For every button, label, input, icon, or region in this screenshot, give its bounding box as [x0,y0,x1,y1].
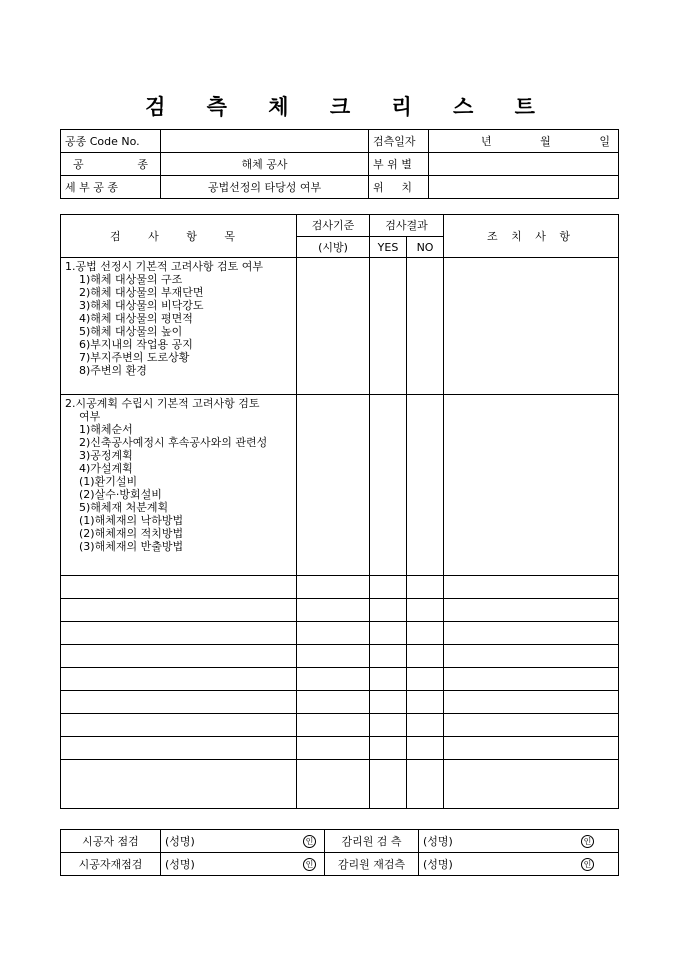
standard-cell[interactable] [297,691,370,714]
group-title: 1.공법 선정시 기본적 고려사항 검토 여부 [65,260,263,273]
item-group-2 [61,395,297,576]
yes-cell[interactable] [370,599,407,622]
no-cell[interactable] [407,258,444,395]
list-item: (2)살수·방회설비 [79,488,162,501]
supervisor-inspect-name[interactable] [419,830,619,853]
location-value[interactable] [429,176,619,199]
seal-icon: 인 [581,835,594,848]
list-item: 8)주변의 환경 [79,364,147,377]
signature-table [60,829,619,876]
action-cell[interactable] [444,737,619,760]
standard-cell[interactable] [297,395,370,576]
yes-cell[interactable] [370,691,407,714]
table-row [61,760,619,809]
item-group-1 [61,258,297,395]
action-cell[interactable] [444,622,619,645]
standard-cell[interactable] [297,576,370,599]
item-cell[interactable] [61,599,297,622]
no-cell[interactable] [407,599,444,622]
location-label [369,176,429,199]
standard-cell[interactable] [297,737,370,760]
standard-cell[interactable] [297,760,370,809]
work-label-b: 종 [137,157,148,171]
no-cell[interactable] [407,668,444,691]
supervisor-inspect-label: 감리원 검 측 [325,830,419,853]
checklist-table [60,214,619,809]
code-value[interactable] [161,130,369,153]
col-item-header: 검 사 항 목 [61,215,297,258]
list-item: 4)가설계획 [79,462,133,475]
date-month: 월 [540,134,551,148]
location-label-a: 위 [373,180,384,194]
no-cell[interactable] [407,645,444,668]
group-title-cont: 여부 [79,410,101,423]
no-cell[interactable] [407,714,444,737]
table-row [61,691,619,714]
item-cell[interactable] [61,760,297,809]
contractor-recheck-name[interactable] [161,853,325,876]
part-value[interactable] [429,153,619,176]
col-result-header: 검사결과 [370,215,444,237]
date-value[interactable] [429,130,619,153]
list-item: (2)해체재의 적치방법 [79,527,184,540]
date-day: 일 [599,134,610,148]
action-cell[interactable] [444,645,619,668]
group-title: 2.시공계획 수립시 기본적 고려사항 검토 [65,397,260,410]
yes-cell[interactable] [370,258,407,395]
col-no-header: NO [407,237,444,258]
table-row [61,668,619,691]
no-cell[interactable] [407,576,444,599]
action-cell[interactable] [444,258,619,395]
standard-cell[interactable] [297,622,370,645]
standard-cell[interactable] [297,599,370,622]
no-cell[interactable] [407,395,444,576]
contractor-check-label: 시공자 점검 [61,830,161,853]
yes-cell[interactable] [370,760,407,809]
list-item: 2)신축공사예정시 후속공사와의 관련성 [79,436,268,449]
list-item: 2)해체 대상물의 부재단면 [79,286,204,299]
name-placeholder: (성명) [423,834,453,848]
table-row [61,645,619,668]
location-label-b: 치 [401,180,412,194]
item-cell[interactable] [61,645,297,668]
list-item: (3)해체재의 반출방법 [79,540,184,553]
table-row [61,576,619,599]
list-item: 3)공정계획 [79,449,133,462]
no-cell[interactable] [407,737,444,760]
list-item: 1)해체 대상물의 구조 [79,273,183,286]
standard-cell[interactable] [297,714,370,737]
no-cell[interactable] [407,760,444,809]
action-cell[interactable] [444,599,619,622]
action-cell[interactable] [444,691,619,714]
item-cell[interactable] [61,576,297,599]
contractor-recheck-label: 시공자재점검 [61,853,161,876]
supervisor-reinspect-name[interactable] [419,853,619,876]
yes-cell[interactable] [370,714,407,737]
list-item: (1)환기설비 [79,475,138,488]
table-row [61,714,619,737]
col-yes-header: YES [370,237,407,258]
action-cell[interactable] [444,576,619,599]
date-year: 년 [481,134,492,148]
work-value[interactable]: 해체 공사 [161,153,369,176]
list-item: (1)해체재의 낙하방법 [79,514,184,527]
standard-cell[interactable] [297,668,370,691]
action-cell[interactable] [444,760,619,809]
page-title: 검 측 체 크 리 스 트 [145,94,552,119]
yes-cell[interactable] [370,645,407,668]
table-row [61,599,619,622]
table-row [61,622,619,645]
item-cell[interactable] [61,737,297,760]
detail-label: 세 부 공 종 [61,176,161,199]
action-cell[interactable] [444,668,619,691]
name-placeholder: (성명) [423,857,453,871]
action-cell[interactable] [444,395,619,576]
yes-cell[interactable] [370,668,407,691]
name-placeholder: (성명) [165,857,195,871]
no-cell[interactable] [407,691,444,714]
supervisor-reinspect-label: 감리원 재검측 [325,853,419,876]
standard-cell[interactable] [297,645,370,668]
part-label: 부 위 별 [369,153,429,176]
table-row [61,395,619,576]
work-label [61,153,161,176]
seal-icon: 인 [303,835,316,848]
seal-icon: 인 [581,858,594,871]
list-item: 6)부지내의 작업용 공지 [79,338,193,351]
list-item: 5)해체 대상물의 높이 [79,325,183,338]
yes-cell[interactable] [370,576,407,599]
work-label-a: 공 [73,157,84,171]
list-item: 7)부지주변의 도로상황 [79,351,190,364]
seal-icon: 인 [303,858,316,871]
table-row [61,737,619,760]
detail-value[interactable]: 공법선정의 타당성 여부 [161,176,369,199]
date-label: 검측일자 [369,130,429,153]
item-cell[interactable] [61,622,297,645]
item-cell[interactable] [61,668,297,691]
item-cell[interactable] [61,714,297,737]
col-action-header: 조 치 사 항 [444,215,619,258]
item-cell[interactable] [61,691,297,714]
yes-cell[interactable] [370,737,407,760]
header-table [60,129,619,199]
code-label: 공종 Code No. [61,130,161,153]
yes-cell[interactable] [370,395,407,576]
list-item: 3)해체 대상물의 비닥강도 [79,299,204,312]
name-placeholder: (성명) [165,834,195,848]
col-standard-header-1: 검사기준 [297,215,370,237]
yes-cell[interactable] [370,622,407,645]
table-row [61,258,619,395]
standard-cell[interactable] [297,258,370,395]
no-cell[interactable] [407,622,444,645]
list-item: 1)해체순서 [79,423,133,436]
list-item: 4)해체 대상물의 평면적 [79,312,193,325]
action-cell[interactable] [444,714,619,737]
list-item: 5)해체재 처분계획 [79,501,169,514]
col-standard-header-2: (시방) [297,237,370,258]
contractor-check-name[interactable] [161,830,325,853]
